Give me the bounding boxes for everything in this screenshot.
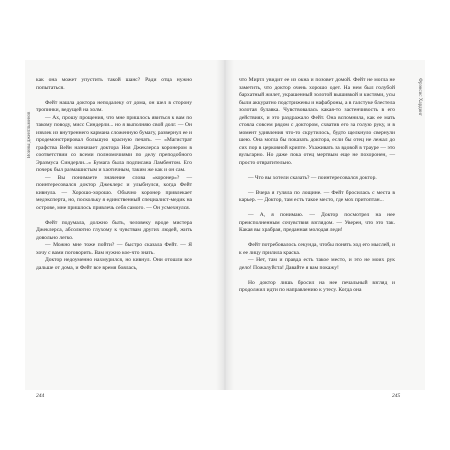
paragraph: — А, я понимаю. — Доктор посмотрел на нее преисполненным сочувствия взглядом. — Уверен, что это так. Какая вы храбрая, преданная молодая леди! [239,212,395,233]
paragraph: что Миртл увидит ее из окна и позовет домой. Фейт не могла не заметить, что доктор очень хорошо одет. На нем был голубой бархатный жилет, украшенный золотой вышивкой и кистями, усы были аккуратно подстрижены и нафаброны, а в галстуке блестела золотая булавка. Чувствовалась какая-то застенчивость в его действиях, и это раздражало Фейт. Она вспомнила, как ее мать стояла совсем рядом с доктором, схватив его за голую руку, и в момент удивления что-то скрутилось, будто щелкнуло свернули шею. Она могла бы показать доктора, если бы отец не лежал до сих пор в церковной крипте. Ухаживать за вдовой в трауре — это вульгарно. Но даже пока отец мертвым еще не похоронен, — просто отвратительно. [239,77,395,166]
right-page-text [239,77,395,295]
paragraph: Доктор недоуменно нахмурился, но кивнул. Они отошли все дальше от дома, и Фейт все время боялась, [36,257,192,271]
paragraph: — Нет, там и правда есть такое место, и это не моих рук дело! Пожалуйста! Давайте я вам покажу! [239,257,395,271]
right-page [234,60,425,390]
paragraph: — Ах, прошу прощения, что мне пришлось явиться к вам по такому поводу, мисс Синдерли... но я выполняю свой долг. — Он извлек из внутреннего кармана сложенную бумагу, развернул ее и продемонстрировал большую красную печать. — «Магистрат графства Вейн назначает доктора Ноя Джеклерса коронером в соответствии со всеми полномочиями по делу преподобного Эразмуса Синдерли...» Бумага была подписана Ламбентом. Его почерк был размашистым и хаотичным, таким же как и он сам. [36,114,192,173]
book-gutter [216,60,234,390]
paragraph: Фейт нашла доктора неподалеку от дома, он шел в сторону тропинки, ведущей на холм. [36,99,192,113]
paragraph: — Что вы хотели сказать? — поинтересовался доктор. [248,174,377,181]
left-page [25,60,216,390]
paragraph: Но доктор лишь бросил на нее печальный взгляд и продолжил идти по направлению к утесу. Когда она [239,279,395,293]
paragraph: как она может упустить такой шанс? Ради отца нужно попытаться. [36,77,192,91]
paragraph: — Вы понимаете значение слова «коронер»? — поинтересовался доктор Джеклерс и улыбнулся, когда Фейт кивнула. — Хорошо-хорошо. Обычно коронер привлекает медэксперта, но, поскольку я единственный специалист-медик на острове, мне пришлось привлечь себя самого. — Он усмехнулся. [36,174,192,211]
paragraph: — Вчера я гуляла по лощине. — Фейт бросилась с места в карьер. — Доктор, там есть такое место, где мох притоптан... [239,189,395,203]
paragraph: — Можно мне тоже пойти? — быстро сказала Фейт. — Я хочу с вами поговорить. Вам нужно кое-что знать. [36,242,192,256]
right-page-number: 245 [392,393,401,399]
left-page-number: 244 [36,393,45,399]
left-page-text [36,77,192,272]
paragraph: Фейт потребовалось секунда, чтобы понять ход его мыслей, и к ее лицу прилила краска. [239,242,395,256]
paragraph: Фейт подумала, должно быть, человеку вроде мистера Джеклерса, абсолютно глухому к чувствам других людей, жить довольно легко. [36,219,192,241]
right-running-head: Фрэнсис Хардинг [417,78,422,116]
left-running-head: Воины джентльменов [27,111,32,158]
